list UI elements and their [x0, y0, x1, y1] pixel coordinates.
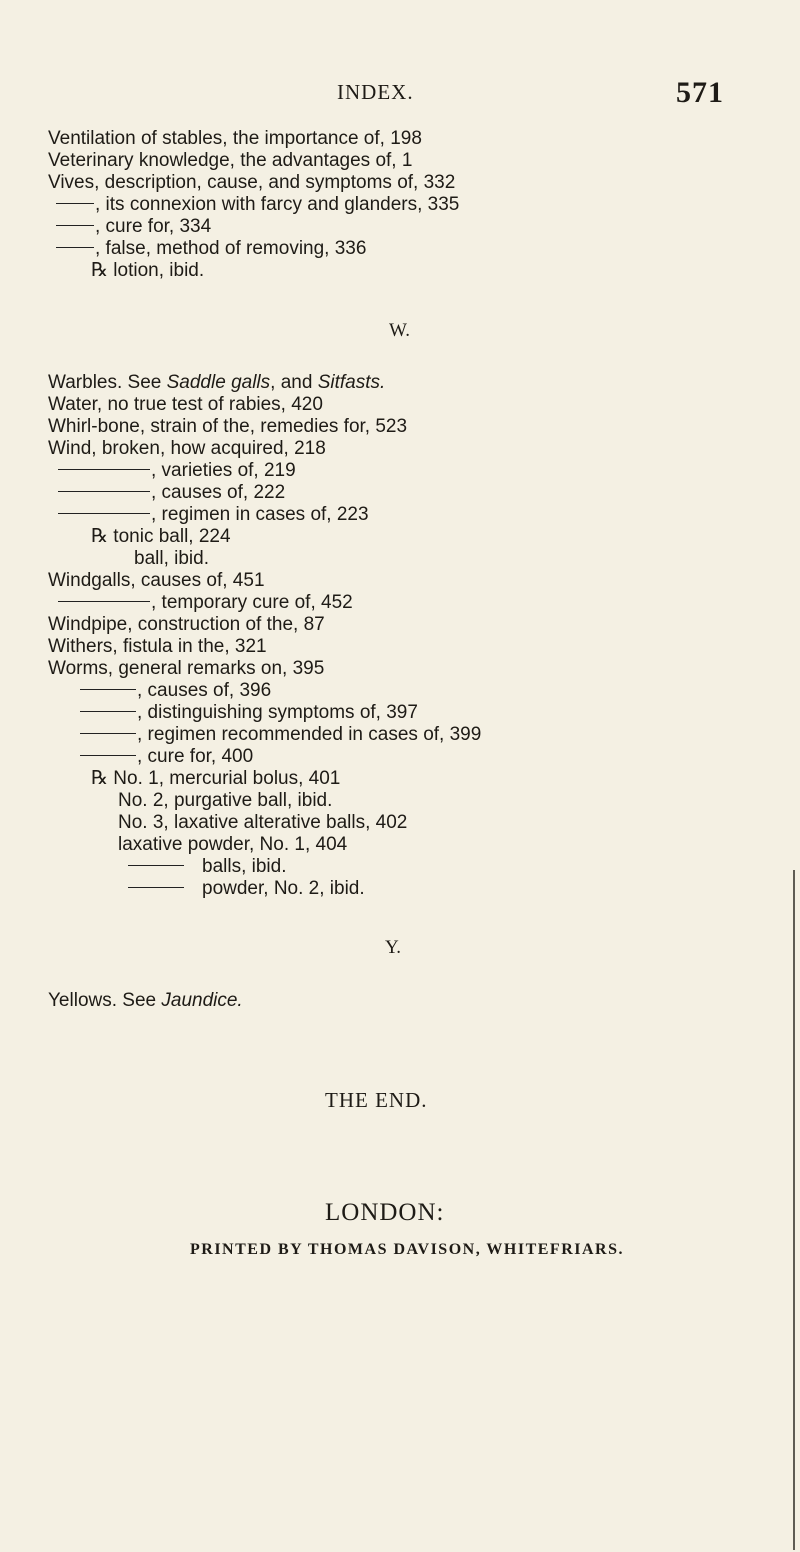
index-subentry: balls, ibid.: [128, 856, 287, 878]
index-subentry: , cure for, 334: [56, 216, 211, 238]
index-subentry: No. 3, laxative alterative balls, 402: [118, 812, 408, 833]
index-subentry: , regimen recommended in cases of, 399: [80, 724, 481, 746]
page-edge-line: [793, 870, 795, 1550]
cross-reference: Saddle galls: [166, 372, 271, 393]
imprint-printer: PRINTED BY THOMAS DAVISON, WHITEFRIARS.: [190, 1241, 624, 1258]
index-subentry: ℞ No. 1, mercurial bolus, 401: [91, 768, 341, 789]
index-subentry: , varieties of, 219: [58, 460, 296, 482]
index-subentry: ball, ibid.: [134, 548, 209, 569]
index-subentry: , its connexion with farcy and glanders, 335: [56, 194, 459, 216]
index-entry: Windpipe, construction of the, 87: [48, 614, 325, 635]
imprint-place: LONDON:: [325, 1199, 445, 1226]
index-entry: Worms, general remarks on, 395: [48, 658, 325, 679]
index-subentry: ℞ tonic ball, 224: [91, 526, 231, 547]
index-entry: Withers, fistula in the, 321: [48, 636, 267, 657]
index-subentry: No. 2, purgative ball, ibid.: [118, 790, 333, 811]
index-subentry: , distinguishing symptoms of, 397: [80, 702, 418, 724]
index-subentry: powder, No. 2, ibid.: [128, 878, 365, 900]
index-entry: Warbles. See Saddle galls, and Sitfasts.: [48, 372, 386, 393]
running-head: INDEX.: [337, 80, 414, 104]
index-subentry: , cure for, 400: [80, 746, 253, 768]
index-subentry: , regimen in cases of, 223: [58, 504, 369, 526]
the-end: THE END.: [325, 1088, 428, 1112]
index-entry: Ventilation of stables, the importance of, 198: [48, 128, 422, 149]
index-entry: Water, no true test of rabies, 420: [48, 394, 323, 415]
index-subentry: ℞ lotion, ibid.: [91, 260, 205, 281]
index-entry: Windgalls, causes of, 451: [48, 570, 265, 591]
index-subentry: , causes of, 396: [80, 680, 271, 702]
index-subentry: , temporary cure of, 452: [58, 592, 353, 614]
index-entry: Vives, description, cause, and symptoms of, 332: [48, 172, 456, 193]
index-subentry: , causes of, 222: [58, 482, 285, 504]
cross-reference: Sitfasts.: [317, 372, 386, 393]
section-letter-w: W.: [389, 320, 410, 341]
index-entry: Veterinary knowledge, the advantages of, 1: [48, 150, 413, 171]
index-subentry: laxative powder, No. 1, 404: [118, 834, 348, 855]
index-entry: Whirl-bone, strain of the, remedies for, 523: [48, 416, 408, 437]
index-subentry: , false, method of removing, 336: [56, 238, 366, 260]
index-entry: Wind, broken, how acquired, 218: [48, 438, 326, 459]
index-entry: Yellows. See Jaundice.: [48, 990, 243, 1011]
page-number: 571: [676, 76, 724, 109]
cross-reference: Jaundice.: [161, 990, 243, 1011]
section-letter-y: Y.: [385, 937, 402, 958]
